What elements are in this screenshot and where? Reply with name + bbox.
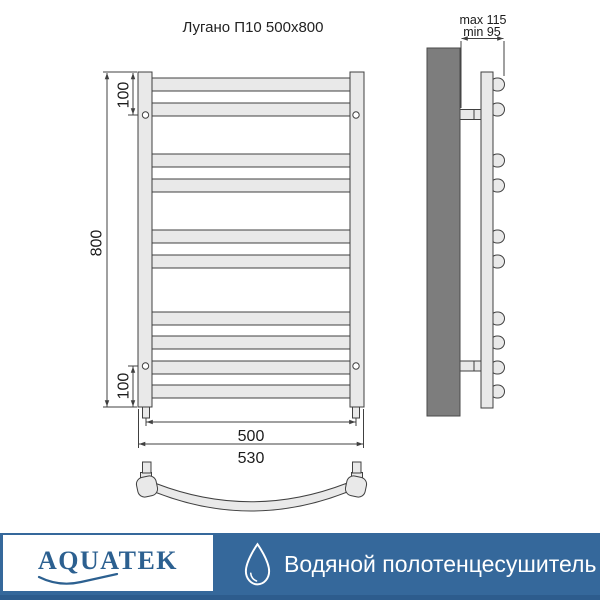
stub-left	[143, 462, 152, 473]
bracket-top	[460, 110, 481, 120]
dim-label-min: min 95	[463, 25, 501, 39]
rung	[152, 230, 350, 243]
curved-rung	[156, 484, 346, 512]
leg-left	[143, 407, 150, 418]
rung	[152, 255, 350, 268]
post-left	[138, 72, 152, 407]
rung	[152, 179, 350, 192]
stub-right	[353, 462, 362, 473]
post-side	[481, 72, 493, 408]
wall-brackets	[460, 110, 481, 372]
wall	[427, 48, 460, 416]
leg-right	[353, 407, 360, 418]
dim-label-offset-top: 100	[115, 81, 133, 109]
water-drop-icon	[242, 542, 273, 587]
mount-hole	[142, 112, 148, 118]
dim-label-max: max 115	[459, 13, 507, 27]
rungs	[152, 78, 350, 398]
elbow-right	[344, 475, 368, 499]
product-type-label: Водяной полотенцесушитель	[284, 550, 597, 577]
rung	[152, 312, 350, 325]
bottom-view	[135, 462, 368, 511]
rung	[152, 154, 350, 167]
mount-hole	[353, 363, 359, 369]
rung	[152, 385, 350, 398]
footer-banner	[0, 533, 600, 600]
brand-logo: AQUATEK	[37, 546, 179, 575]
post-right	[350, 72, 364, 407]
drawing-title: Лугано П10 500x800	[182, 19, 324, 36]
bracket-bottom	[460, 361, 481, 371]
elbow-left	[135, 475, 159, 499]
dim-label-overall-width: 530	[237, 450, 265, 467]
side-view	[427, 13, 507, 416]
rung	[152, 336, 350, 349]
front-view	[89, 72, 365, 467]
mount-hole	[353, 112, 359, 118]
brand-logo-box	[3, 535, 213, 591]
brand-swoosh-icon	[37, 573, 119, 587]
dim-label-offset-bottom: 100	[115, 372, 133, 400]
rung	[152, 361, 350, 374]
rung	[152, 78, 350, 91]
dim-label-height: 800	[88, 229, 106, 257]
dim-label-width: 500	[237, 428, 265, 445]
rung	[152, 103, 350, 116]
mount-hole	[142, 363, 148, 369]
